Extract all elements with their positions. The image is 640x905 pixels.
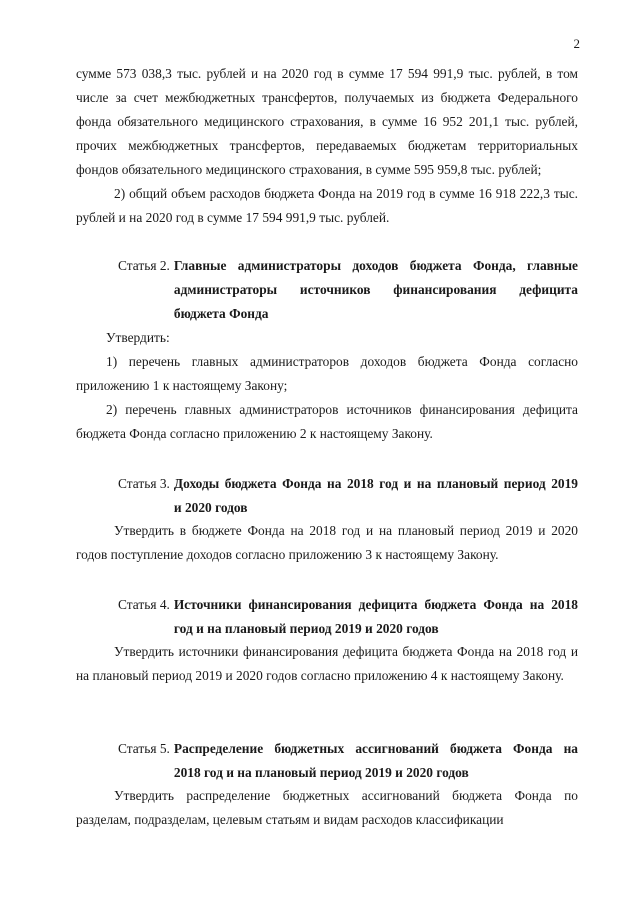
article-2-label: Статья 2. [118, 258, 170, 273]
article-5-label: Статья 5. [118, 741, 170, 756]
article-2-title-line2: бюджета Фонда [173, 306, 269, 321]
article-3-title [174, 472, 578, 520]
article-5-title-line2: 2018 год и на плановый период 2019 и 2020 годов [173, 765, 469, 780]
article-3-title-line1: Доходы бюджета Фонда на 2018 год и на плановый период 2019 [173, 476, 578, 491]
article-3-label: Статья 3. [118, 476, 170, 491]
article-4-heading [118, 593, 578, 641]
article-2-item-1: 1) перечень главных администраторов доходов бюджета Фонда согласно приложению 1 к настоящему Закону; [76, 354, 578, 393]
article-3-title-line2: и 2020 годов [173, 500, 248, 515]
paragraph-expenses: 2) общий объем расходов бюджета Фонда на 2019 год в сумме 16 918 222,3 тыс. рублей и на 2020 год в сумме 17 594 991,9 тыс. рублей. [76, 186, 578, 225]
article-2-title-line1: Главные администраторы доходов бюджета Фонда, главные администраторы источников финансирования дефицита [173, 258, 578, 297]
article-3-heading [118, 472, 578, 520]
article-4-title-line1: Источники финансирования дефицита бюджета Фонда на 2018 [173, 597, 578, 612]
article-2-item-2: 2) перечень главных администраторов источников финансирования дефицита бюджета Фонда согласно приложению 2 к настоящему Закону. [76, 402, 578, 441]
article-2-title [174, 254, 578, 326]
article-5-heading [118, 737, 578, 785]
article-4-title [174, 593, 578, 641]
article-5-title [174, 737, 578, 785]
article-4-title-line2: год и на плановый период 2019 и 2020 годов [173, 621, 439, 636]
paragraph-income-continuation: сумме 573 038,3 тыс. рублей и на 2020 год в сумме 17 594 991,9 тыс. рублей, в том числе за счет межбюджетных трансфертов, получаемых из бюджета Федерального фонда обязательного медицинского страхования, в сумме 16 952 201,1 тыс. рублей, прочих межбюджетных трансфертов, передаваемых бюджетам территориальных фондов обязательного медицинского страхования, в сумме 595 959,8 тыс. рублей; [76, 66, 578, 177]
article-2-heading [118, 254, 578, 326]
article-4-text: Утвердить источники финансирования дефицита бюджета Фонда на 2018 год и на плановый период 2019 и 2020 годов согласно приложению 4 к настоящему Закону. [76, 644, 578, 683]
article-5-text: Утвердить распределение бюджетных ассигнований бюджета Фонда по разделам, подразделам, целевым статьям и видам расходов классификации [76, 788, 578, 827]
article-4-label: Статья 4. [118, 597, 170, 612]
page-number: 2 [573, 36, 580, 51]
article-2-approve: Утвердить: [106, 330, 170, 345]
article-3-text: Утвердить в бюджете Фонда на 2018 год и на плановый период 2019 и 2020 годов поступление доходов согласно приложению 3 к настоящему Закону. [76, 523, 578, 562]
article-5-title-line1: Распределение бюджетных ассигнований бюджета Фонда на [173, 741, 578, 756]
